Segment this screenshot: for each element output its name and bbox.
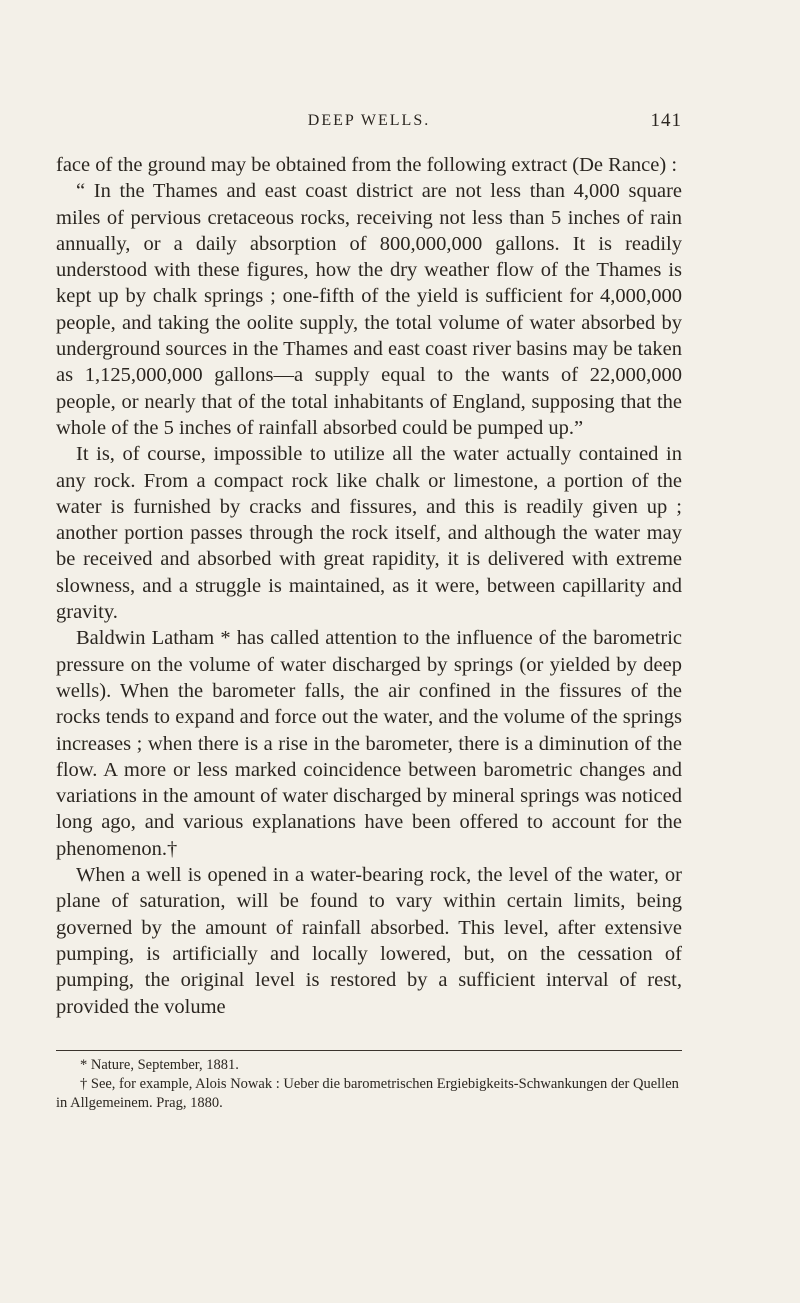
running-head: DEEP WELLS.: [307, 112, 431, 129]
footnote: * Nature, September, 1881.: [80, 1057, 239, 1073]
paragraph: Baldwin Latham * has called attention to the influence of the barometric pressure on the volume of water discharged by springs (or yielded by deep wells). When the barometer falls, the air confined in the fissures of the rocks tends to expand and force out the water, and the volume of the springs increases ; when there is a rise in the barometer, there is a diminution of the flow. A more or less marked coincidence between barometric changes and variations in the amount of water discharged by mineral springs was noticed long ago, and various explanations have been offered to account for the phenomenon.†: [56, 627, 682, 860]
paragraph: face of the ground may be obtained from the following extract (De Rance) :: [56, 154, 678, 176]
body-text: [56, 152, 682, 1020]
paragraph: It is, of course, impossible to utilize all the water actually contained in any rock. From a compact rock like chalk or limestone, a portion of the water is furnished by cracks and fissures, and this is readily given up ; another portion passes through the rock itself, and although the water may be received and absorbed with great rapidity, it is delivered with extreme slowness, and a struggle is maintained, as it were, between capillarity and gravity.: [56, 443, 682, 624]
footnote: † See, for example, Alois Nowak : Ueber die barometrischen Ergiebigkeits-Schwankungen der Quellen in Allgemeinem. Prag, 1880.: [56, 1076, 679, 1111]
footnotes: [56, 1056, 682, 1113]
page-number: 141: [650, 110, 682, 131]
quotation-paragraph: “ In the Thames and east coast district are not less than 4,000 square miles of pervious cretaceous rocks, receiving not less than 5 inches of rain annually, or a daily absorption of 800,000,000 gallons. It is readily understood with these figures, how the dry weather flow of the Thames is kept up by chalk springs ; one-fifth of the yield is sufficient for 4,000,000 people, and taking the oolite supply, the total volume of water absorbed by underground sources in the Thames and east coast river basins may be taken as 1,125,000,000 gallons—a supply equal to the wants of 22,000,000 people, or nearly that of the total inhabitants of England, supposing that the whole of the 5 inches of rainfall absorbed could be pumped up.”: [56, 180, 682, 439]
paragraph: When a well is opened in a water-bearing rock, the level of the water, or plane of saturation, will be found to vary within certain limits, being governed by the amount of rainfall absorbed. This level, after extensive pumping, is artificially and locally lowered, but, on the cessation of pumping, the original level is restored by a sufficient interval of rest, provided the volume: [56, 864, 682, 1018]
footnote-divider: [56, 1050, 682, 1051]
page-header: [56, 112, 682, 136]
